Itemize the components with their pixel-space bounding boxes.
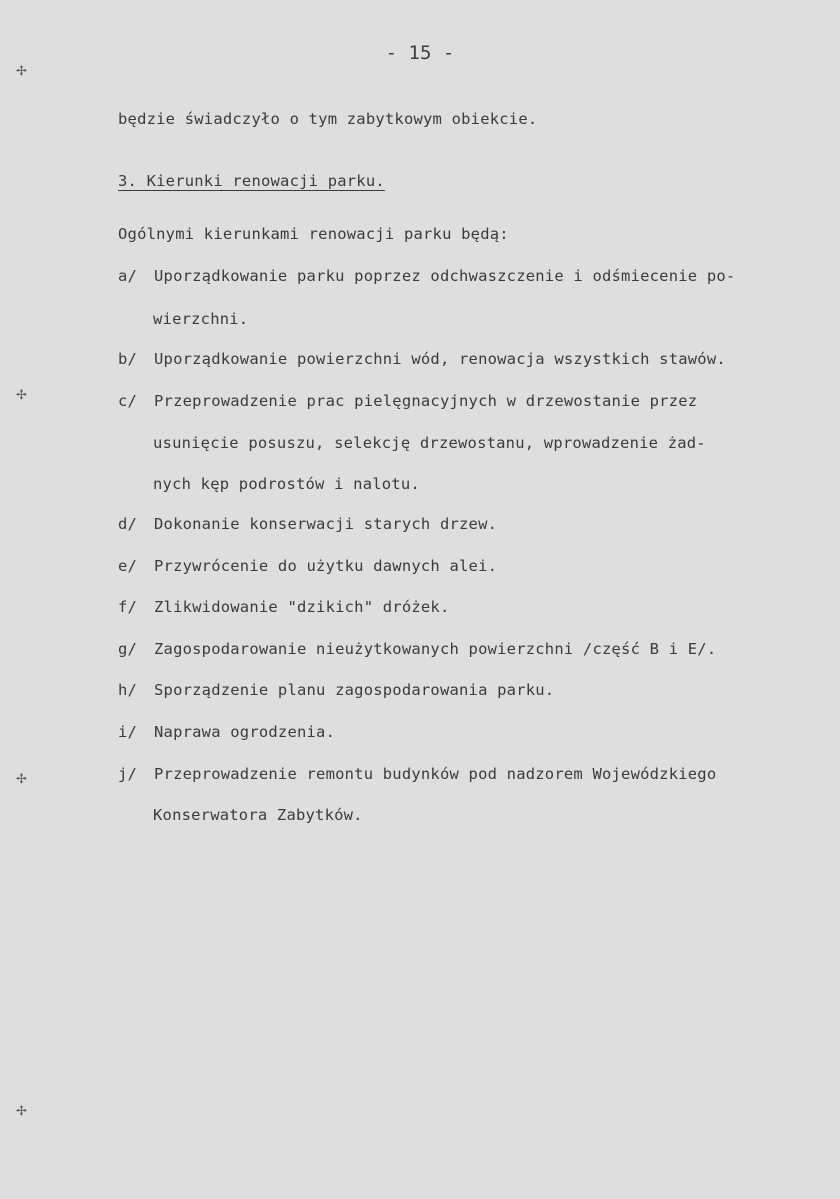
list-item-a <box>118 267 735 285</box>
list-item-text: Zlikwidowanie "dzikich" dróżek. <box>154 598 450 616</box>
list-marker: b/ <box>118 350 138 368</box>
list-marker: f/ <box>118 598 138 616</box>
list-item-c <box>118 392 697 410</box>
list-marker: e/ <box>118 557 138 575</box>
list-item-continuation: usunięcie posuszu, selekcję drzewostanu, wprowadzenie żad- <box>153 434 706 452</box>
punch-hole-mark: ✢ <box>16 772 27 787</box>
list-item-text: Przywrócenie do użytku dawnych alei. <box>154 557 498 575</box>
list-item-continuation: nych kęp podrostów i nalotu. <box>153 475 420 493</box>
list-marker: d/ <box>118 515 138 533</box>
list-marker: g/ <box>118 640 138 658</box>
list-marker: j/ <box>118 765 138 783</box>
list-item-text: Przeprowadzenie remontu budynków pod nadzorem Wojewódzkiego <box>154 765 717 783</box>
list-item-d <box>118 515 497 533</box>
list-item-text: Uporządkowanie parku poprzez odchwaszczenie i odśmiecenie po- <box>154 267 736 285</box>
list-marker: a/ <box>118 267 138 285</box>
list-item-text: Sporządzenie planu zagospodarowania parku. <box>154 681 555 699</box>
list-item-text: Przeprowadzenie prac pielęgnacyjnych w drzewostanie przez <box>154 392 698 410</box>
list-item-text: Zagospodarowanie nieużytkowanych powierzchni /część B i E/. <box>154 640 717 658</box>
lead-in-text: Ogólnymi kierunkami renowacji parku będą: <box>118 225 509 243</box>
list-item-text: Uporządkowanie powierzchni wód, renowacja wszystkich stawów. <box>154 350 726 368</box>
page-number: - 15 - <box>385 42 455 64</box>
intro-line: będzie świadczyło o tym zabytkowym obiekcie. <box>118 110 538 128</box>
list-item-continuation: wierzchni. <box>153 310 249 328</box>
section-heading: 3. Kierunki renowacji parku. <box>118 172 385 190</box>
list-item-b <box>118 350 726 368</box>
list-item-f <box>118 598 450 616</box>
list-item-text: Naprawa ogrodzenia. <box>154 723 336 741</box>
punch-hole-mark: ✢ <box>16 1104 27 1119</box>
list-marker: h/ <box>118 681 138 699</box>
list-item-i <box>118 723 335 741</box>
list-item-g <box>118 640 716 658</box>
list-marker: c/ <box>118 392 138 410</box>
punch-hole-mark: ✢ <box>16 388 27 403</box>
list-item-text: Dokonanie konserwacji starych drzew. <box>154 515 498 533</box>
list-item-continuation: Konserwatora Zabytków. <box>153 806 363 824</box>
list-marker: i/ <box>118 723 138 741</box>
list-item-h <box>118 681 554 699</box>
list-item-j <box>118 765 716 783</box>
list-item-e <box>118 557 497 575</box>
punch-hole-mark: ✢ <box>16 64 27 79</box>
